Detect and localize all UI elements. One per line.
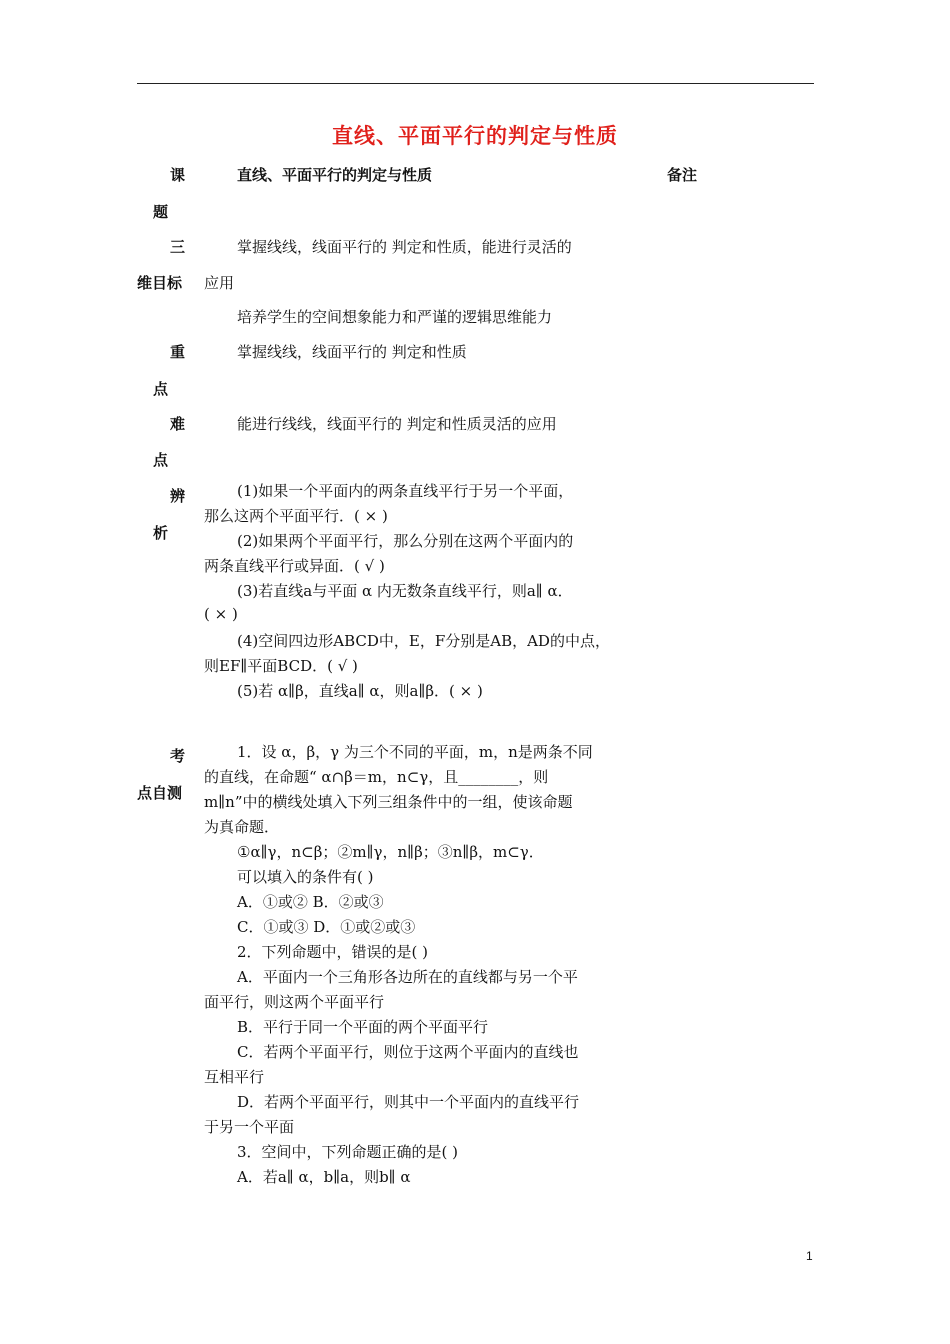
label-difficulty-2: 点 (153, 451, 169, 469)
judge-line: 则EF∥平面BCD．( √ ) (204, 657, 358, 675)
label-difficulty-1: 难 (170, 415, 186, 433)
test-line: C．若两个平面平行，则位于这两个平面内的直线也 (237, 1043, 579, 1061)
test-line: 于另一个平面 (204, 1118, 295, 1136)
test-line: A．①或② B．②或③ (237, 893, 384, 911)
test-line: 2．下列命题中，错误的是( ) (237, 943, 429, 961)
page-number: 1 (806, 1249, 813, 1263)
judge-line: ( × ) (204, 605, 238, 623)
header-rule (137, 83, 814, 84)
judge-line: (1)如果一个平面内的两条直线平行于另一个平面， (237, 482, 574, 500)
test-line: 3．空间中，下列命题正确的是( ) (237, 1143, 459, 1161)
test-line: 面平行，则这两个平面平行 (204, 993, 385, 1011)
label-goals-1: 三 (170, 238, 186, 256)
key-point-text: 掌握线线，线面平行的 判定和性质 (237, 343, 467, 361)
test-line: B．平行于同一个平面的两个平面平行 (237, 1018, 489, 1036)
judge-line: (3)若直线a与平面 α 内无数条直线平行，则a∥ α． (237, 582, 573, 600)
label-topic-1: 课 (170, 166, 186, 184)
test-line: 的直线，在命题“ α∩β＝m，n⊂γ，且________，则 (204, 768, 549, 786)
label-judge-2: 析 (153, 524, 169, 542)
label-test-1: 考 (170, 747, 186, 765)
test-line: 可以填入的条件有( ) (237, 868, 374, 886)
judge-line: (2)如果两个平面平行，那么分别在这两个平面内的 (237, 532, 574, 550)
goal-line: 应用 (204, 274, 235, 292)
test-line: A．若a∥ α，b∥a，则b∥ α (237, 1168, 411, 1186)
label-judge-1: 辨 (170, 487, 186, 505)
test-line: D．若两个平面平行，则其中一个平面内的直线平行 (237, 1093, 580, 1111)
test-line: 为真命题． (204, 818, 280, 836)
judge-line: 两条直线平行或异面．( √ ) (204, 557, 385, 575)
label-topic-2: 题 (153, 203, 169, 221)
topic-title: 直线、平面平行的判定与性质 (237, 166, 433, 184)
label-key-2: 点 (153, 380, 169, 398)
judge-line: (5)若 α∥β，直线a∥ α，则a∥β．( × ) (237, 682, 483, 700)
test-line: ①α∥γ，n⊂β；②m∥γ，n∥β；③n∥β，m⊂γ． (237, 843, 544, 861)
label-goals-2: 维目标 (137, 274, 183, 292)
label-key-1: 重 (170, 343, 186, 361)
judge-line: 那么这两个平面平行．( × ) (204, 507, 388, 525)
difficulty-text: 能进行线线，线面平行的 判定和性质灵活的应用 (237, 415, 557, 433)
label-test-2: 点自测 (137, 784, 183, 802)
goal-line: 掌握线线，线面平行的 判定和性质，能进行灵活的 (237, 238, 572, 256)
test-line: C．①或③ D．①或②或③ (237, 918, 416, 936)
goal-line: 培养学生的空间想象能力和严谨的逻辑思维能力 (237, 308, 553, 326)
test-line: A．平面内一个三角形各边所在的直线都与另一个平 (237, 968, 578, 986)
test-line: 互相平行 (204, 1068, 265, 1086)
page-title: 直线、平面平行的判定与性质 (332, 124, 618, 148)
judge-line: (4)空间四边形ABCD中，E，F分别是AB，AD的中点， (237, 632, 610, 650)
notes-header: 备注 (667, 166, 698, 184)
test-line: 1．设 α，β，γ 为三个不同的平面，m，n是两条不同 (237, 743, 593, 761)
test-line: m∥n”中的横线处填入下列三组条件中的一组，使该命题 (204, 793, 573, 811)
